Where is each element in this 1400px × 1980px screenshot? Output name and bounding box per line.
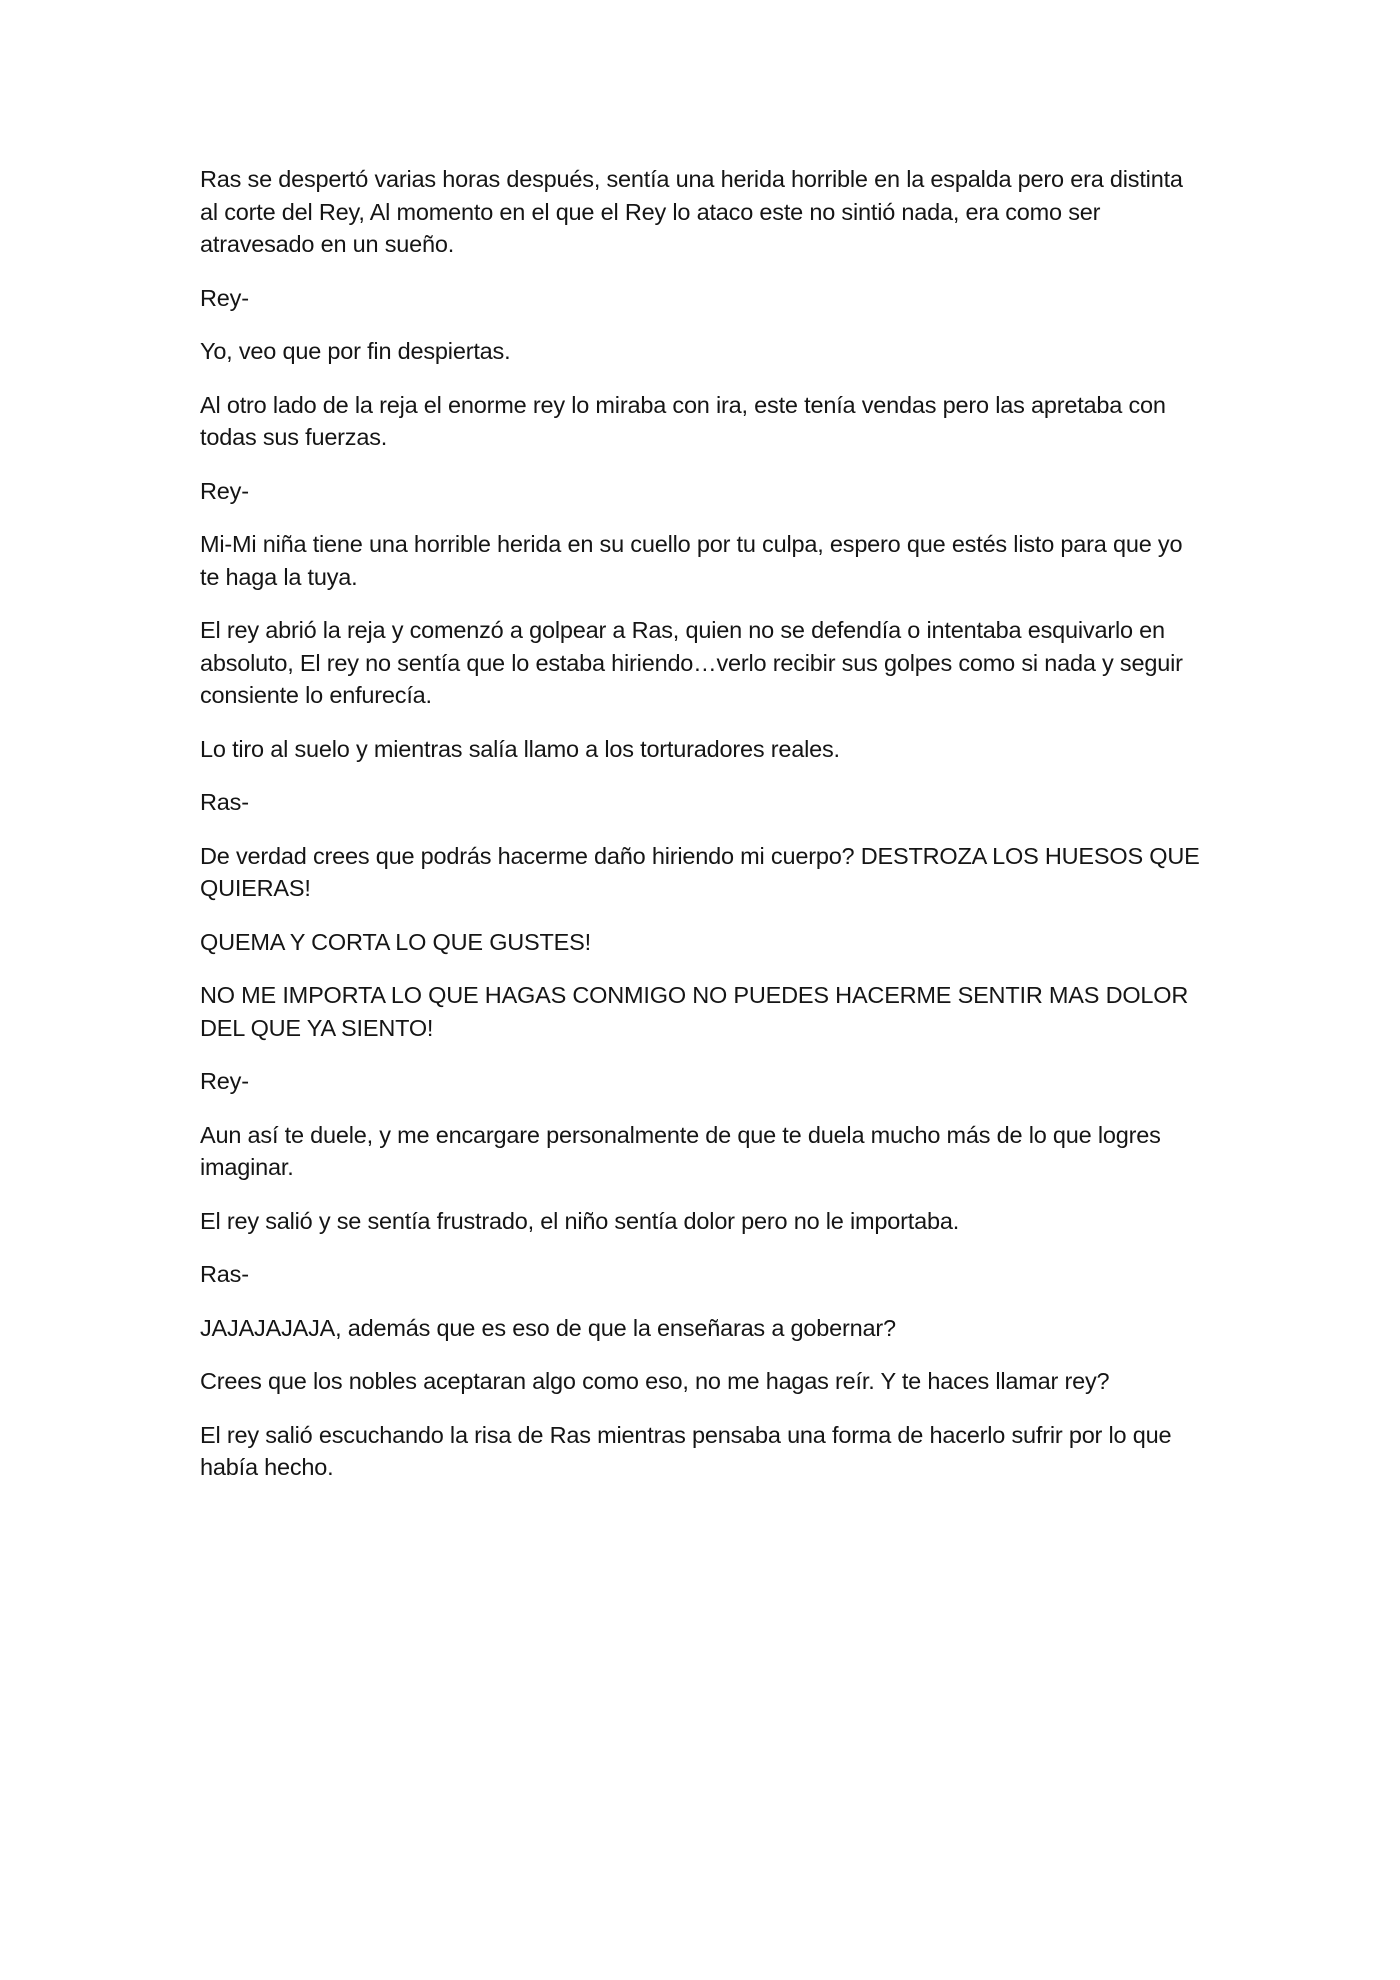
paragraph-narration: Al otro lado de la reja el enorme rey lo miraba con ira, este tenía vendas pero las apretaba con todas sus fuerzas. <box>200 391 1166 450</box>
speaker-label: Rey- <box>200 1068 249 1094</box>
paragraph-narration: El rey salió y se sentía frustrado, el niño sentía dolor pero no le importaba. <box>200 1207 960 1234</box>
speaker-label: Rey- <box>200 284 249 311</box>
speaker-label: Ras- <box>200 789 249 815</box>
paragraph-dialogue: Mi-Mi niña tiene una horrible herida en su cuello por tu culpa, espero que estés listo para que yo te haga la tuya. <box>200 531 1183 590</box>
paragraph-dialogue: Aun así te duele, y me encargare personalmente de que te duela mucho más de lo que logres imaginar. <box>200 1121 1161 1180</box>
document-body <box>200 163 1205 1505</box>
speaker-label: Rey- <box>200 477 249 504</box>
paragraph-narration: Ras se despertó varias horas después, sentía una herida horrible en la espalda pero era distinta al corte del Rey, Al momento en el que el Rey lo ataco este no sintió nada, era como ser atravesado en un sueño. <box>200 166 1183 257</box>
paragraph-dialogue: JAJAJAJAJA, además que es eso de que la enseñaras a gobernar? <box>200 1314 896 1341</box>
paragraph-dialogue: Yo, veo que por fin despiertas. <box>200 338 511 364</box>
paragraph-dialogue: De verdad crees que podrás hacerme daño hiriendo mi cuerpo? DESTROZA LOS HUESOS QUE QUIERAS! <box>200 842 1200 901</box>
paragraph-narration: El rey salió escuchando la risa de Ras mientras pensaba una forma de hacerlo sufrir por lo que había hecho. <box>200 1421 1172 1480</box>
paragraph-dialogue: QUEMA Y CORTA LO QUE GUSTES! <box>200 928 591 955</box>
paragraph-narration: Lo tiro al suelo y mientras salía llamo a los torturadores reales. <box>200 735 840 762</box>
paragraph-dialogue: Crees que los nobles aceptaran algo como eso, no me hagas reír. Y te haces llamar rey? <box>200 1368 1110 1394</box>
paragraph-dialogue: NO ME IMPORTA LO QUE HAGAS CONMIGO NO PUEDES HACERME SENTIR MAS DOLOR DEL QUE YA SIENTO! <box>200 982 1189 1041</box>
paragraph-narration: El rey abrió la reja y comenzó a golpear a Ras, quien no se defendía o intentaba esquivarlo en absoluto, El rey no sentía que lo estaba hiriendo…verlo recibir sus golpes como si nada y seguir consiente lo enfurecía. <box>200 617 1183 708</box>
speaker-label: Ras- <box>200 1261 249 1287</box>
